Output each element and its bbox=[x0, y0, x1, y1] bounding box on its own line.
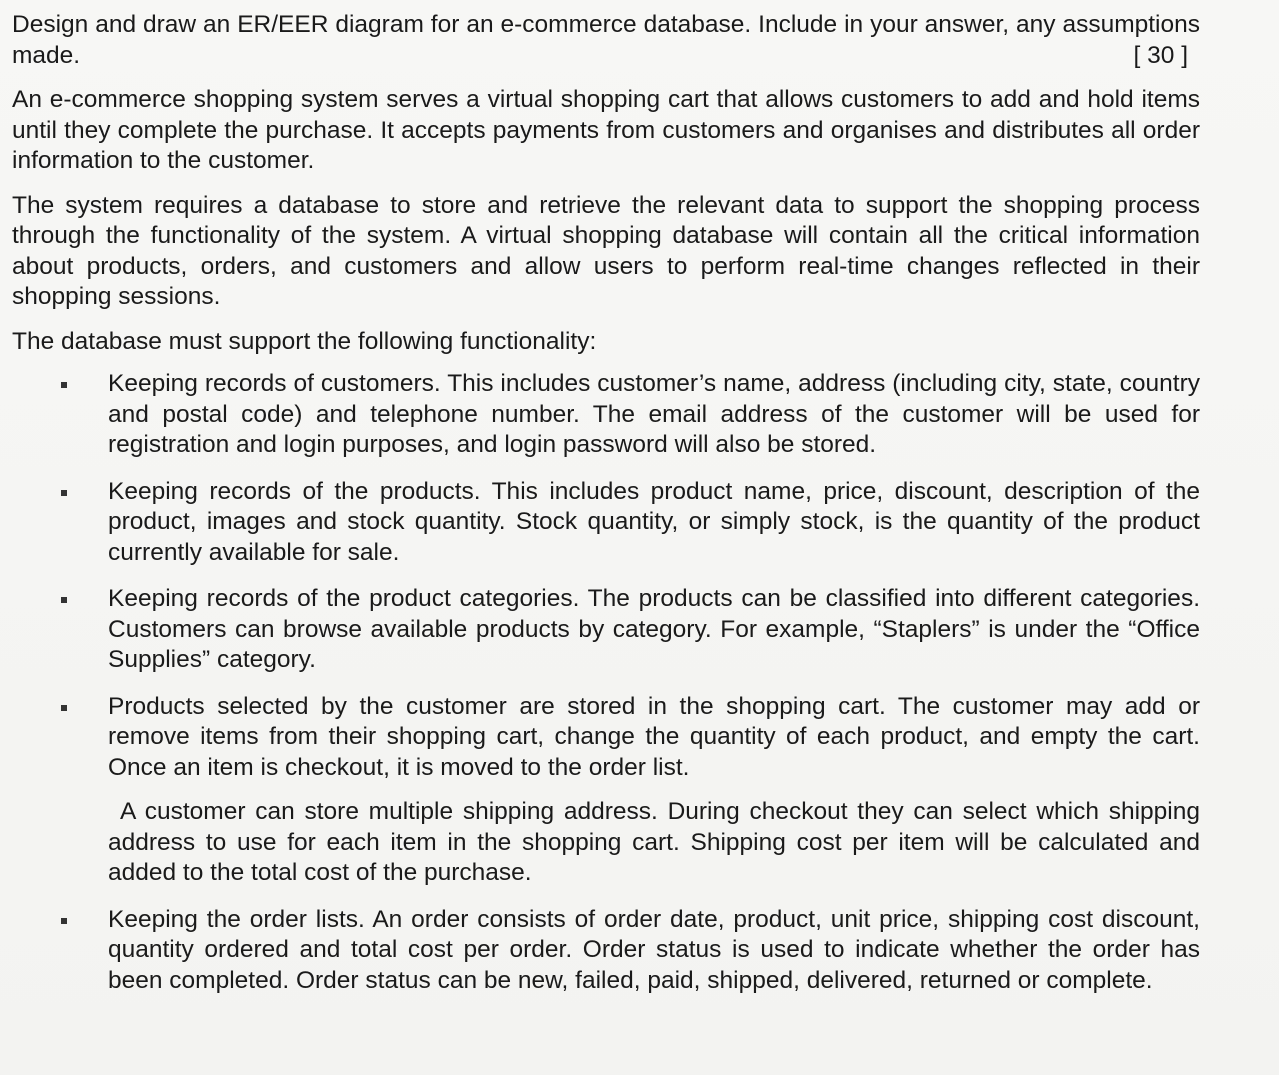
system-paragraph: The system requires a database to store and retrieve the relevant data to support the shopping process through the functionality of the system. A virtual shopping database will contain all the critical information about products, orders, and customers and allow users to perform real-time changes reflected in their shopping sessions. bbox=[12, 191, 1200, 310]
question-header bbox=[12, 10, 1200, 71]
list-item bbox=[0, 905, 1200, 997]
list-item-text: Keeping records of the product categories. The products can be classified into different categories. Customers can browse available products by category. For example, “Staplers” is under the “Office Supplies” category. bbox=[108, 585, 1200, 673]
list-item-text: Keeping records of customers. This includes customer’s name, address (including city, state, country and postal code) and telephone number. The email address of the customer will be used for registration and login purposes, and login password will also be stored. bbox=[108, 370, 1200, 458]
list-item-text: Keeping records of the products. This includes product name, price, discount, description of the product, images and stock quantity. Stock quantity, or simply stock, is the quantity of the product currently available for sale. bbox=[108, 477, 1200, 566]
bullet-square-icon bbox=[61, 918, 67, 924]
bullet-square-icon bbox=[61, 382, 67, 388]
list-item-text: Keeping the order lists. An order consists of order date, product, unit price, shipping cost discount, quantity ordered and total cost per order. Order status is used to indicate whether the order has been completed. Order status can be new, failed, paid, shipped, delivered, returned or complete. bbox=[108, 905, 1200, 994]
list-item-text: Products selected by the customer are stored in the shopping cart. The customer may add or remove items from their shopping cart, change the quantity of each product, and empty the cart. Once an item is checkout, it is moved to the order list. bbox=[108, 692, 1200, 781]
list-item bbox=[0, 584, 1200, 676]
marks-label: [ 30 ] bbox=[1133, 41, 1188, 69]
functionality-lead: The database must support the following functionality: bbox=[12, 327, 597, 355]
question-prompt: Design and draw an ER/EER diagram for an e-commerce database. Include in your answer, any assumptions made. bbox=[12, 11, 1200, 69]
list-item bbox=[0, 369, 1200, 461]
list-item bbox=[0, 692, 1200, 784]
list-item bbox=[0, 477, 1200, 569]
shipping-note: A customer can store multiple shipping address. During checkout they can select which shipping address to use for each item in the shopping cart. Shipping cost per item will be calculated and added to the total cost of the purchase. bbox=[108, 798, 1200, 886]
functionality-list bbox=[0, 369, 1279, 783]
bullet-square-icon bbox=[61, 705, 67, 711]
bullet-square-icon bbox=[61, 490, 67, 496]
order-list-section bbox=[0, 905, 1279, 997]
intro-paragraph: An e-commerce shopping system serves a virtual shopping cart that allows customers to add and hold items until they complete the purchase. It accepts payments from customers and organises and distributes all order information to the customer. bbox=[12, 86, 1200, 174]
bullet-square-icon bbox=[61, 597, 67, 603]
